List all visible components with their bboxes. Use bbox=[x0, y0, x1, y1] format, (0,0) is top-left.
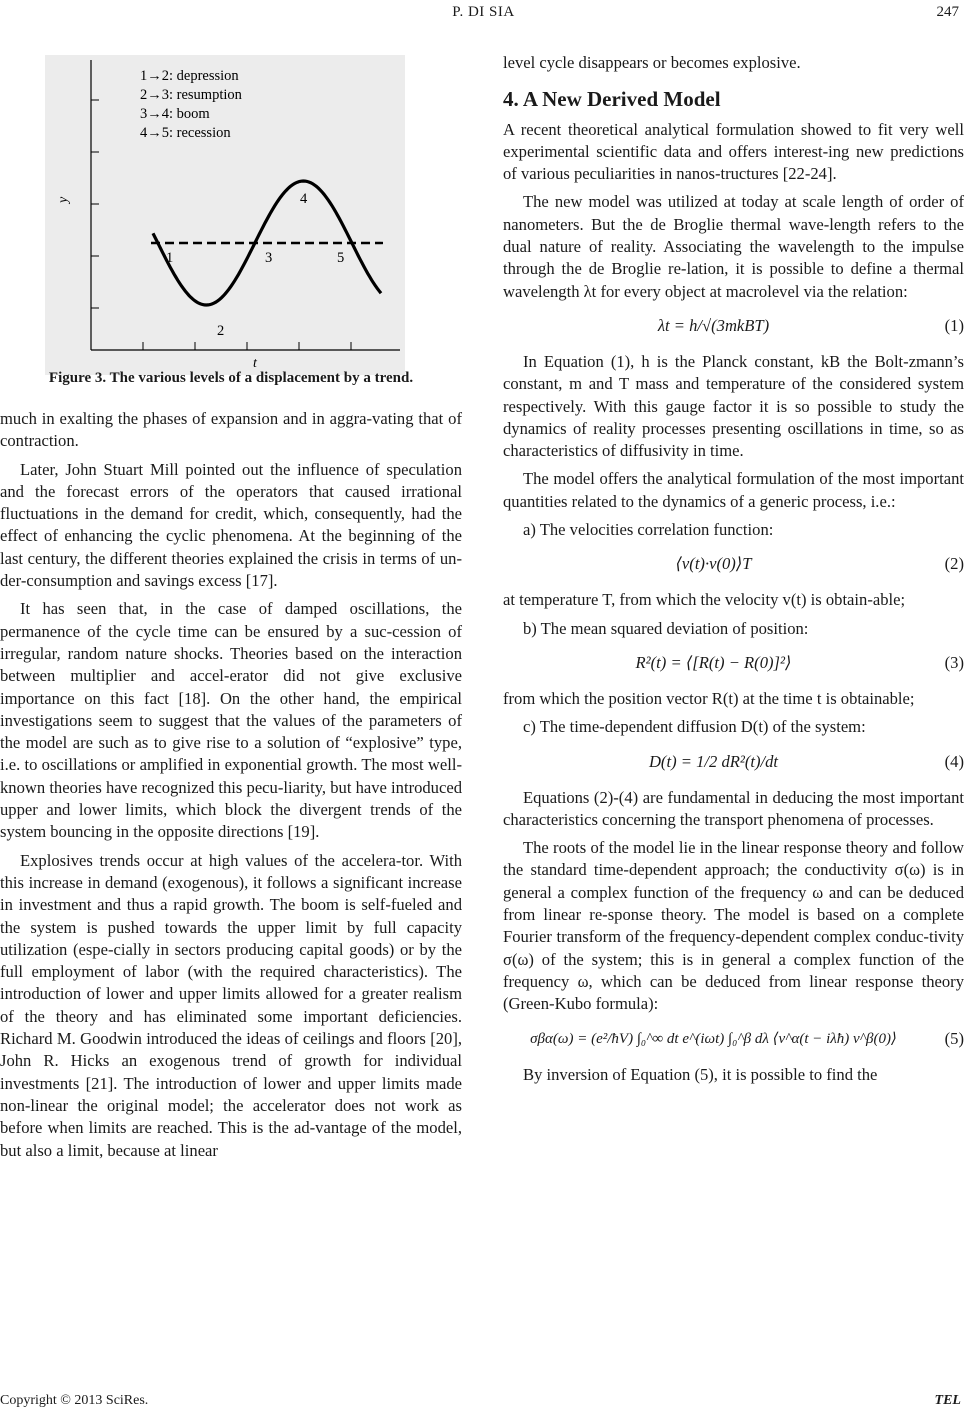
equation-2 bbox=[503, 547, 964, 585]
paragraph: A recent theoretical analytical formulation showed to fit very well experimental scientific data and offers interest-ing new predictions of various peculiarities in nanos-tructures [22-24]. bbox=[503, 119, 964, 184]
paragraph: much in exalting the phases of expansion and in aggra-vating that of contraction. bbox=[0, 409, 462, 451]
running-header-author: P. DI SIA bbox=[452, 4, 515, 20]
equation-number: (2) bbox=[944, 554, 964, 574]
point-label-4: 4 bbox=[300, 191, 308, 207]
equation-number: (1) bbox=[944, 315, 964, 335]
right-column bbox=[503, 52, 964, 1086]
equation-expression: ⟨v(t)·v(0)⟩T bbox=[675, 554, 752, 574]
footer-journal: TEL bbox=[934, 1393, 961, 1408]
equation-1 bbox=[503, 309, 964, 347]
equation-expression: D(t) = 1/2 dR²(t)/dt bbox=[648, 751, 779, 771]
paragraph: level cycle disappears or becomes explosive. bbox=[503, 53, 801, 72]
equation-5 bbox=[503, 1022, 964, 1060]
figure-3 bbox=[45, 55, 405, 375]
equation-expression: R²(t) = ⟨[R(t) − R(0)]²⟩ bbox=[635, 652, 792, 672]
equation-number: (5) bbox=[944, 1028, 964, 1048]
equation-expression: λt = h/√(3mkBT) bbox=[657, 315, 770, 335]
paragraph: Explosives trends occur at high values of the accelera-tor. With this increase in demand (exogenous), it follows a significant increase in investment and thus a rapid growth. The boom is self-fueled and the system is pushed towards the upper limit by full capacity utilization (espe-cially in sectors producing capital goods) or by the full employment of labor (with the required characteristics). The introduction of lower and upper limits allowed for a greater realism of the theory and has eliminated some important deficiencies. Richard M. Goodwin introduced the ideas of ceilings and floors [20], John R. Hicks an exogenous trend of growth for individual investments [21]. The introduction of lower and upper limits made non-linear the original model; the accelerator does not work as before when limits are reached. This is the ad-vantage of the model, but also a limit, because at linear bbox=[0, 850, 462, 1160]
paragraph: It has seen that, in the case of damped oscillations, the permanence of the cycle time can be ensured by a suc-cession of irregular, random nature shocks. Theories based on the interaction between multiplier and accel-erator did not give exclusive importance on this fact [18]. On the other hand, the empirical investigations seem to suggest that the values of the parameters of the model are such as to give rise to a solution of “explosive” type, i.e. to oscillations or amplified in exponential growth. The most well-known theories have recognized this pecu-liarity, but have introduced upper and lower limits, which block the divergent trends of the system bouncing in the opposite directions [19]. bbox=[0, 599, 463, 842]
paragraph: from which the position vector R(t) at the time t is obtainable; bbox=[503, 688, 915, 708]
list-item-a: a) The velocities correlation function: bbox=[523, 520, 774, 540]
paragraph: Equations (2)-(4) are fundamental in deducing the most important characteristics concerning the transport phenomena of processes. bbox=[503, 787, 964, 829]
point-label-2: 2 bbox=[217, 323, 225, 339]
legend-item-4: 4→5: recession bbox=[140, 125, 231, 141]
paragraph: In Equation (1), h is the Planck constant, kB the Bolt-zmann’s constant, m and T mass and temperature of the considered system respectively. With this gauge factor it is so possible to study the dynamics of reality processes presenting oscillations in time, so as characteristics of diffusivity in time. bbox=[503, 351, 964, 461]
paragraph: The roots of the model lie in the linear response theory and follow the standard time-dependent approach; the conductivity σ(ω) is in general a complex function of the frequency ω and can be deduced from linear re-sponse theory. The model is based on a complete Fourier transform of the frequency-dependent complex conduc-tivity σ(ω) of the system; this is in general a complex function of the frequency ω, which can be deduced from linear response theory (Green-Kubo formula): bbox=[503, 838, 964, 1014]
footer-copyright: Copyright © 2013 SciRes. bbox=[0, 1393, 149, 1408]
point-label-3: 3 bbox=[265, 250, 273, 266]
figure-background bbox=[45, 55, 405, 375]
legend-item-2: 2→3: resumption bbox=[140, 87, 242, 103]
paragraph: By inversion of Equation (5), it is possible to find the bbox=[523, 1064, 878, 1084]
figure-3-plot bbox=[45, 55, 405, 375]
y-axis-label: y bbox=[56, 196, 71, 203]
legend-item-3: 3→4: boom bbox=[140, 106, 210, 122]
equation-3 bbox=[503, 646, 964, 684]
point-label-5: 5 bbox=[337, 250, 345, 266]
left-column bbox=[0, 408, 462, 1162]
section-heading: 4. A New Derived Model bbox=[503, 87, 721, 112]
equation-4 bbox=[503, 745, 964, 783]
paragraph: at temperature T, from which the velocity v(t) is obtain-able; bbox=[503, 590, 906, 610]
x-axis-label: t bbox=[253, 356, 257, 371]
equation-expression: σβα(ω) = (e²/ħV) ∫₀^∞ dt e^(iωt) ∫₀^β dλ ⟨v^α(t − iλħ) v^β(0)⟩ bbox=[530, 1030, 897, 1047]
figure-caption: Figure 3. The various levels of a displacement by a trend. bbox=[48, 370, 414, 386]
list-item-b: b) The mean squared deviation of position: bbox=[523, 618, 809, 638]
equation-number: (3) bbox=[944, 652, 964, 672]
legend-item-1: 1→2: depression bbox=[140, 68, 239, 84]
page-number: 247 bbox=[936, 4, 959, 20]
paragraph: Later, John Stuart Mill pointed out the influence of speculation and the forecast errors of the operators that caused irrational fluctuations in the demand for credit, which, consequently, had the effect of enhancing the cyclic phenomena. At the beginning of the last century, the different theories explained the crisis in terms of un-der-consumption and savings excess [17]. bbox=[0, 459, 462, 591]
list-item-c: c) The time-dependent diffusion D(t) of the system: bbox=[523, 717, 866, 737]
paragraph: The new model was utilized at today at scale length of order of nanometers. But the de Broglie thermal wave-length refers to the dual nature of reality. Associating the wavelength to the impulse through the de Broglie re-lation, it is possible to define a thermal wavelength λt for every object at macrolevel via the relation: bbox=[503, 192, 964, 301]
paragraph: The model offers the analytical formulation of the most important quantities related to the dynamics of a generic process, i.e.: bbox=[503, 469, 964, 511]
equation-number: (4) bbox=[944, 751, 964, 771]
point-label-1: 1 bbox=[166, 250, 174, 266]
